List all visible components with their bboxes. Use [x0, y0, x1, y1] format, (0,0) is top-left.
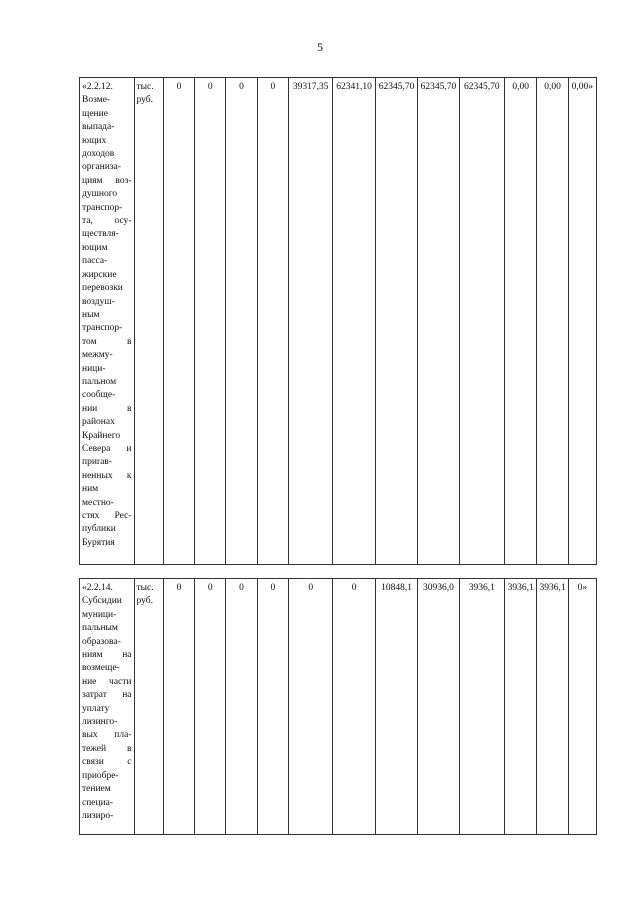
measure-name-line: циям воз- [82, 175, 132, 186]
measure-name-line: транспор- [82, 323, 123, 334]
measure-name-line: ненных к [82, 470, 132, 481]
measure-name-line: Субсидии [82, 596, 122, 607]
measure-name-line: доходов [82, 149, 115, 160]
measure-name-line: ным [82, 309, 100, 320]
measure-name-cell [80, 78, 135, 565]
value-cell: 0» [568, 579, 596, 835]
measure-name-line: лизиро- [82, 810, 114, 821]
value-cell: 0 [226, 78, 257, 565]
measure-name-line: ющих [82, 135, 107, 146]
measure-name-line: районах [82, 417, 115, 428]
value-cell: 0 [288, 579, 332, 835]
measure-name-line: межму- [82, 350, 113, 361]
table-row-2-2-14 [79, 578, 597, 835]
measure-name-line: публики [82, 524, 116, 535]
measure-name-line: Крайнего [82, 430, 121, 441]
measure-name-line: приобре- [82, 770, 119, 781]
value-cell: 3936,1 [459, 579, 504, 835]
measure-name-line: та, осу- [82, 216, 132, 227]
value-cell: 0 [195, 78, 226, 565]
value-cell: 0 [257, 579, 288, 835]
measure-name-line: душного [82, 189, 118, 200]
value-cell: 3936,1 [505, 579, 537, 835]
measure-name-line: возмеще- [82, 663, 120, 674]
value-cell: 0,00 [505, 78, 537, 565]
measure-name-line: «2.2.12. [82, 82, 113, 92]
table-row-2-2-12 [79, 77, 597, 565]
measure-name-line: Бурятия [82, 537, 115, 548]
value-cell: 0,00 [537, 78, 568, 565]
value-cell: 0 [163, 78, 194, 565]
measure-name-line: образова- [82, 636, 121, 647]
unit [137, 81, 161, 108]
value-cell: 3936,1 [537, 579, 568, 835]
measure-name-line: перевозки [82, 283, 123, 294]
measure-name-line: ници- [82, 363, 106, 374]
measure-name-line: ним [82, 484, 99, 495]
measure-name-line: том в [82, 336, 132, 347]
measure-name-line: муници- [82, 609, 117, 620]
measure-name-line: ществля- [82, 229, 119, 240]
unit [137, 582, 161, 609]
measure-name-line: затрат на [82, 690, 132, 701]
value-cell: 0 [257, 78, 288, 565]
measure-name-line: пальным [82, 623, 118, 634]
unit-line: тыс. [136, 583, 154, 593]
value-cell: 0 [226, 579, 257, 835]
measure-name [82, 582, 132, 823]
measure-name-line: специа- [82, 797, 114, 808]
measure-name-line: воздуш- [82, 296, 115, 307]
measure-name-line: Севера и [82, 443, 132, 454]
measure-name-line: местно- [82, 497, 114, 508]
measure-name-line: щение [82, 108, 108, 119]
value-cell: 62341,10 [333, 78, 375, 565]
measure-name-line: выпада- [82, 122, 115, 133]
measure-name-line: приrав- [82, 457, 112, 468]
measure-name-line: организа- [82, 162, 121, 173]
measure-name-cell [80, 579, 135, 835]
measure-name-line: пасса- [82, 256, 108, 267]
measure-name-line: тежей в [82, 743, 132, 754]
value-cell: 10848,1 [375, 579, 417, 835]
measure-name-line: сообще- [82, 390, 116, 401]
measure-name-line: уплату [82, 703, 110, 714]
measure-name-line: «2.2.14. [82, 583, 113, 593]
measure-name-line: нии в [82, 403, 132, 414]
measure-name-line: вых пла- [82, 730, 132, 741]
value-cell: 0 [163, 579, 194, 835]
measure-name-line: лизинго- [82, 717, 118, 728]
measure-name-line: ниям на [82, 650, 132, 661]
unit-line: руб. [136, 95, 153, 106]
measure-name-line: ние части [82, 676, 132, 687]
measure-name-line: тением [82, 784, 111, 795]
measure-name-line: стях Рес- [82, 511, 132, 521]
measure-name-line: Возме- [82, 95, 111, 106]
unit-line: руб. [136, 596, 153, 607]
measure-name-line: транспор- [82, 202, 123, 213]
value-cell: 0 [333, 579, 375, 835]
measure-name-line: жирские [82, 269, 117, 280]
measure-name-line: пальном [82, 376, 117, 387]
unit-cell [134, 579, 163, 835]
value-cell: 30936,0 [418, 579, 459, 835]
measure-name-line: ющим [82, 242, 108, 253]
value-cell: 62345,70 [375, 78, 417, 565]
value-cell: 0,00» [568, 78, 596, 565]
value-cell: 62345,70 [418, 78, 459, 565]
measure-name [82, 81, 132, 550]
value-cell: 62345,70 [459, 78, 504, 565]
unit-cell [134, 78, 163, 565]
page-number: 5 [317, 40, 323, 54]
unit-line: тыс. [136, 82, 154, 92]
value-cell: 39317,35 [288, 78, 332, 565]
value-cell: 0 [195, 579, 226, 835]
measure-name-line: связи с [82, 757, 132, 768]
